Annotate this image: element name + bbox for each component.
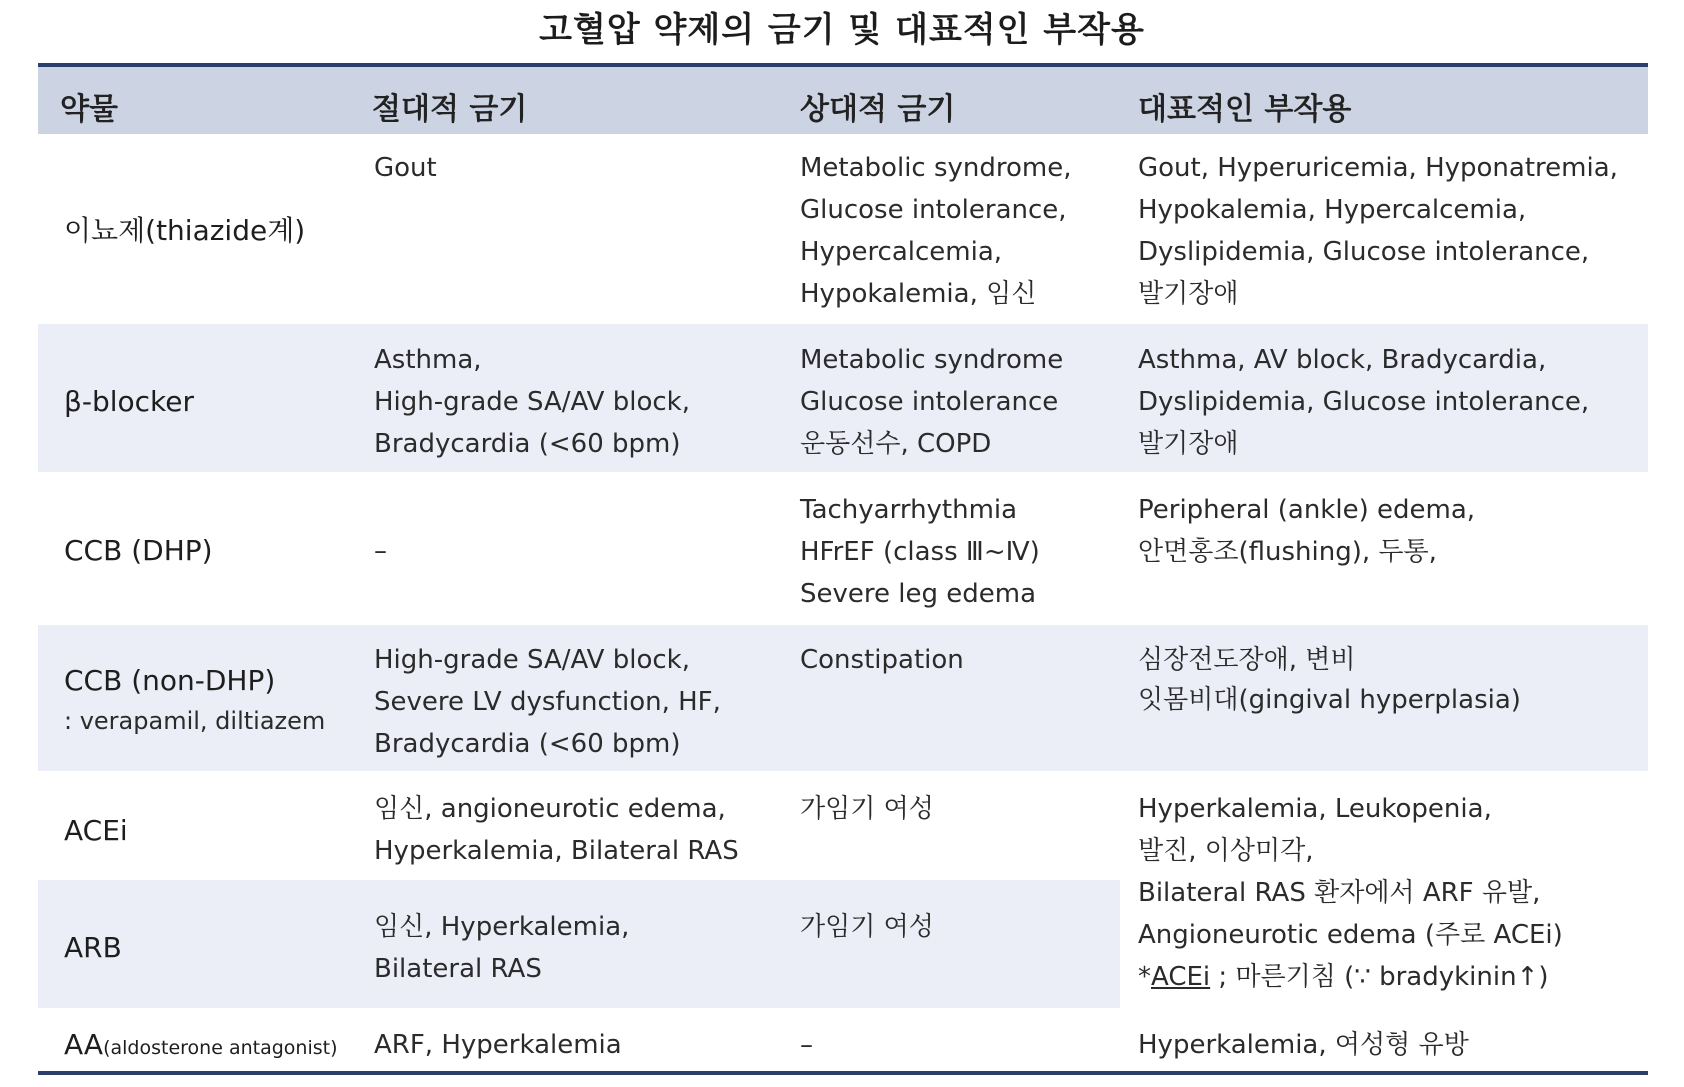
cell-relative-line: Glucose intolerance [800, 387, 1059, 417]
cell-side-effect-line: Peripheral (ankle) edema, [1138, 495, 1476, 525]
cell-absolute-line: High-grade SA/AV block, [374, 387, 690, 417]
drug-ccb-nondhp-sub: : verapamil, diltiazem [64, 707, 326, 735]
cell-relative-line: Metabolic syndrome, [800, 153, 1072, 183]
page-title: 고혈압 약제의 금기 및 대표적인 부작용 [539, 10, 1145, 50]
header-relative-contraindication: 상대적 금기 [800, 92, 956, 127]
cell-relative-line: 운동선수, COPD [800, 429, 992, 459]
cell-absolute-line: Bradycardia (<60 bpm) [374, 729, 681, 759]
cell-absolute-line: Hyperkalemia, Bilateral RAS [374, 836, 739, 866]
cell-side-effect-line: 심장전도장애, 변비 [1138, 645, 1356, 675]
drug-aa-sub: (aldosterone antagonist) [103, 1037, 338, 1059]
cell-absolute-line: 임신, Hyperkalemia, [374, 912, 630, 942]
cell-absolute-line: Bilateral RAS [374, 954, 542, 984]
cell-absolute-line: Bradycardia (<60 bpm) [374, 429, 681, 459]
cell-relative-line: HFrEF (class Ⅲ~Ⅳ) [800, 537, 1040, 567]
cell-relative: – [800, 1030, 813, 1060]
cell-side-effect-line: Gout, Hyperuricemia, Hyponatremia, [1138, 153, 1618, 183]
cell-side-effect: Hyperkalemia, 여성형 유방 [1138, 1030, 1469, 1060]
cell-relative: Constipation [800, 645, 964, 675]
drug-beta-blocker: β-blocker [64, 385, 195, 418]
table-bottom-rule [38, 1071, 1648, 1075]
cell-side-effect-line: 발기장애 [1138, 279, 1239, 309]
drug-aa-abbr: AA [64, 1028, 104, 1061]
cell-side-effect-line: Asthma, AV block, Bradycardia, [1138, 345, 1547, 375]
header-side-effects: 대표적인 부작용 [1138, 92, 1352, 127]
header-absolute-contraindication: 절대적 금기 [372, 92, 528, 127]
acei-cough-note [1138, 956, 1549, 998]
cell-side-effect-line: 잇몸비대(gingival hyperplasia) [1138, 685, 1521, 715]
cell-absolute-line: High-grade SA/AV block, [374, 645, 690, 675]
cell-absolute: – [374, 536, 387, 566]
drug-thiazide: 이뇨제(thiazide계) [64, 214, 306, 247]
cell-relative-line: Hypokalemia, 임신 [800, 279, 1037, 309]
drug-arb: ARB [64, 931, 122, 964]
cell-relative-line: Tachyarrhythmia [800, 495, 1018, 525]
note-acei-term: ACEi [1151, 962, 1211, 992]
cell-absolute-line: Asthma, [374, 345, 482, 375]
note-asterisk: * [1138, 962, 1151, 992]
cell-side-effect-line: Dyslipidemia, Glucose intolerance, [1138, 237, 1590, 267]
cell-side-effect-line: Bilateral RAS 환자에서 ARF 유발, [1138, 878, 1541, 908]
cell-relative-line: Metabolic syndrome [800, 345, 1064, 375]
cell-side-effect-line: Dyslipidemia, Glucose intolerance, [1138, 387, 1590, 417]
cell-side-effect-line: 안면홍조(flushing), 두통, [1138, 537, 1437, 567]
cell-side-effect-line: Hyperkalemia, Leukopenia, [1138, 794, 1492, 824]
drug-acei: ACEi [64, 814, 128, 847]
cell-relative-line: Hypercalcemia, [800, 237, 1003, 267]
cell-side-effect-line: 발진, 이상미각, [1138, 836, 1314, 866]
cell-absolute: Gout [374, 153, 437, 183]
table-header [38, 67, 1648, 134]
cell-absolute-line: 임신, angioneurotic edema, [374, 794, 726, 824]
drug-aa [64, 1024, 338, 1069]
drug-ccb-nondhp: CCB (non-DHP) [64, 664, 276, 697]
header-drug: 약물 [60, 92, 118, 127]
cell-side-effect-line: 발기장애 [1138, 429, 1239, 459]
cell-absolute-line: Severe LV dysfunction, HF, [374, 687, 721, 717]
cell-side-effect-line: Angioneurotic edema (주로 ACEi) [1138, 920, 1563, 950]
note-text: ; 마른기침 (∵ bradykinin↑) [1210, 962, 1549, 992]
cell-relative: 가임기 여성 [800, 912, 934, 942]
cell-side-effect-line: Hypokalemia, Hypercalcemia, [1138, 195, 1527, 225]
drug-ccb-dhp: CCB (DHP) [64, 534, 213, 567]
cell-relative-line: Severe leg edema [800, 579, 1037, 609]
cell-relative-line: Glucose intolerance, [800, 195, 1067, 225]
cell-relative: 가임기 여성 [800, 794, 934, 824]
cell-absolute: ARF, Hyperkalemia [374, 1030, 622, 1060]
